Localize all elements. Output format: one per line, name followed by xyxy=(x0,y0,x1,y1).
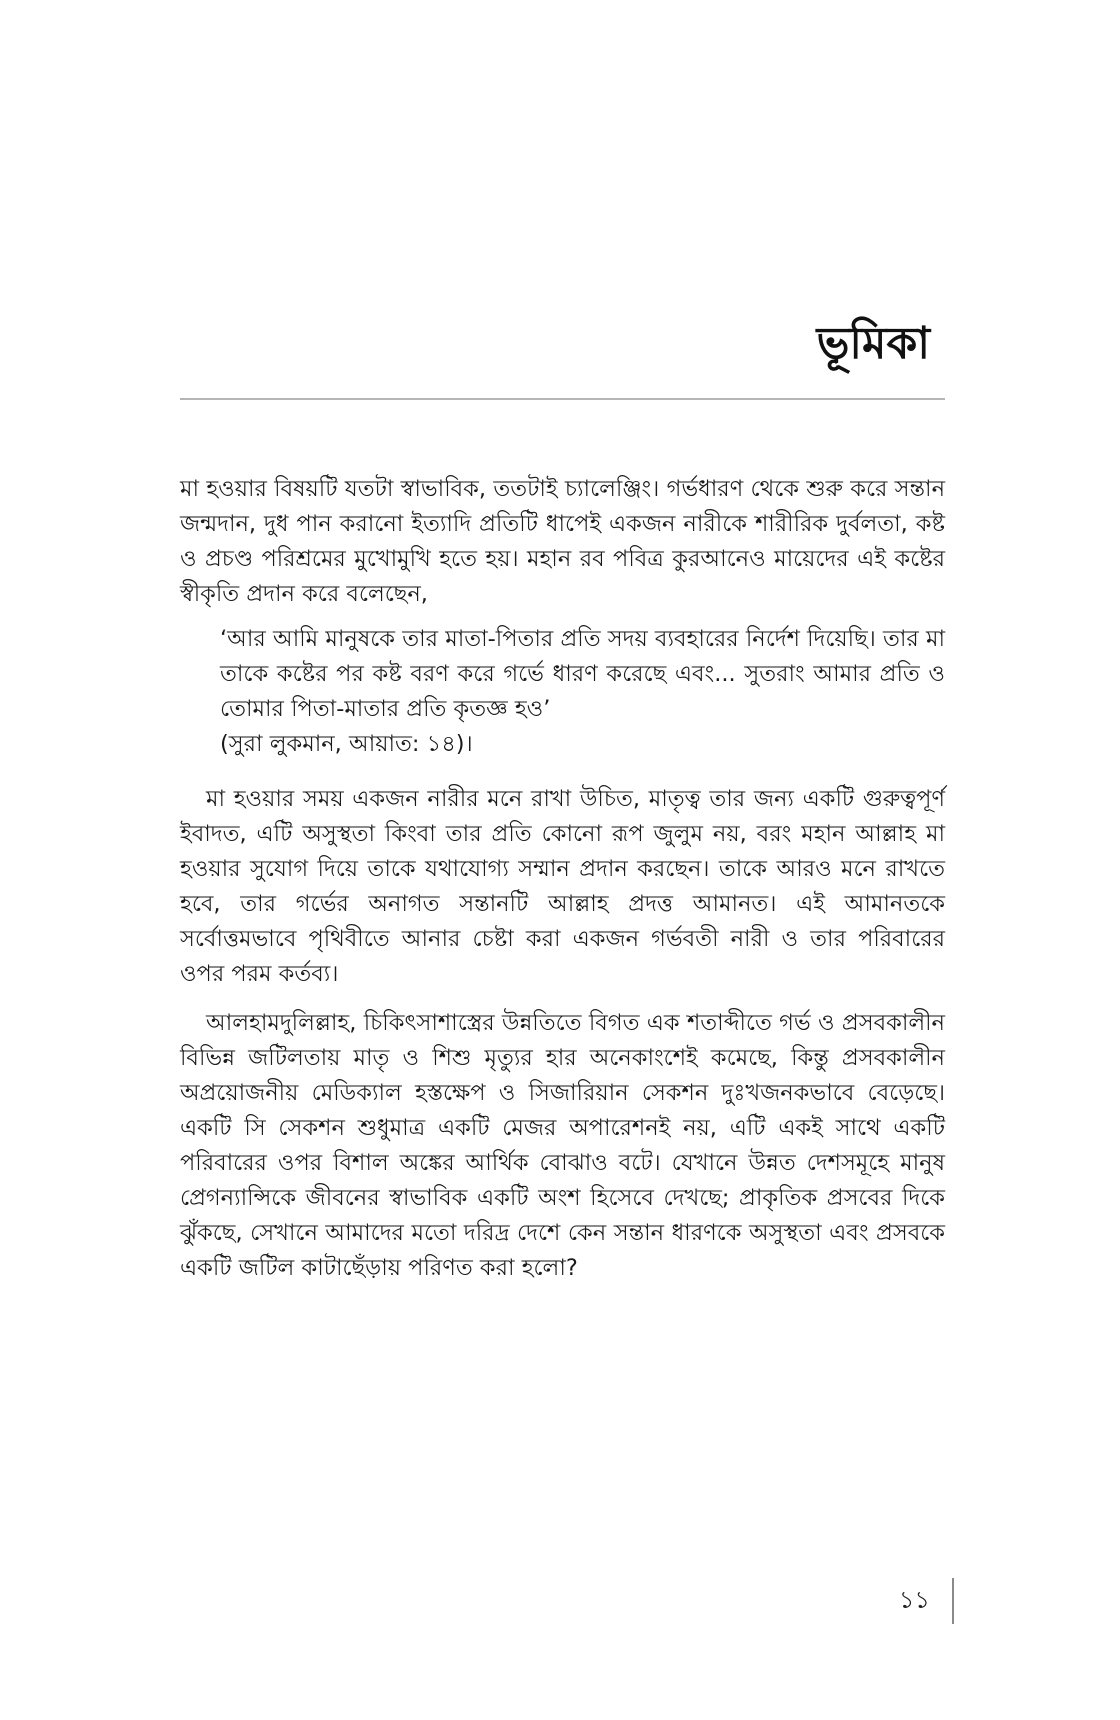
page-number-divider xyxy=(952,1578,954,1624)
page-title: ভূমিকা xyxy=(816,318,930,369)
quote-citation: (সুরা লুকমান, আয়াত: ১৪)। xyxy=(220,731,473,757)
page-number: ১১ xyxy=(898,1586,930,1614)
paragraph-motherhood: মা হওয়ার সময় একজন নারীর মনে রাখা উচিত, মাতৃত্ব তার জন্য একটি গুরুত্বপূর্ণ ইবাদত, এটি অসুস্থতা কিংবা তার প্রতি কোনো রূপ জুলুম নয়, বরং মহান আল্লাহ মা হওয়ার সুযোগ দিয়ে তাকে যথাযোগ্য সম্মান প্রদান করছেন। তাকে আরও মনে রাখতে হবে, তার গর্ভের অনাগত সন্তানটি আল্লাহ প্রদত্ত আমানত। এই আমানতকে সর্বোত্তমভাবে পৃথিবীতে আনার চেষ্টা করা একজন গর্ভবতী নারী ও তার পরিবারের ওপর পরম কর্তব্য। xyxy=(180,786,945,987)
quran-quote xyxy=(220,622,945,762)
title-divider xyxy=(180,398,945,400)
paragraph-medical: আলহামদুলিল্লাহ, চিকিৎসাশাস্ত্রের উন্নতিতে বিগত এক শতাব্দীতে গর্ভ ও প্রসবকালীন বিভিন্ন জটিলতায় মাতৃ ও শিশু মৃত্যুর হার অনেকাংশেই কমেছে, কিন্তু প্রসবকালীন অপ্রয়োজনীয় মেডিক্যাল হস্তক্ষেপ ও সিজারিয়ান সেকশন দুঃখজনকভাবে বেড়েছে। একটি সি সেকশন শুধুমাত্র একটি মেজর অপারেশনই নয়, এটি একই সাথে একটি পরিবারের ওপর বিশাল অঙ্কের আর্থিক বোঝাও বটে। যেখানে উন্নত দেশসমূহে মানুষ প্রেগন্যান্সিকে জীবনের স্বাভাবিক একটি অংশ হিসেবে দেখছে; প্রাকৃতিক প্রসবের দিকে ঝুঁকছে, সেখানে আমাদের মতো দরিদ্র দেশে কেন সন্তান ধারণকে অসুস্থতা এবং প্রসবকে একটি জটিল কাটাছেঁড়ায় পরিণত করা হলো? xyxy=(180,1010,945,1281)
body-text xyxy=(180,472,945,1286)
intro-paragraph: মা হওয়ার বিষয়টি যতটা স্বাভাবিক, ততটাই চ্যালেঞ্জিং। গর্ভধারণ থেকে শুরু করে সন্তান জন্মদান, দুধ পান করানো ইত্যাদি প্রতিটি ধাপেই একজন নারীকে শারীরিক দুর্বলতা, কষ্ট ও প্রচণ্ড পরিশ্রমের মুখোমুখি হতে হয়। মহান রব পবিত্র কুরআনেও মায়েদের এই কষ্টের স্বীকৃতি প্রদান করে বলেছেন, xyxy=(180,476,945,607)
quote-text: ‘আর আমি মানুষকে তার মাতা-পিতার প্রতি সদয় ব্যবহারের নির্দেশ দিয়েছি। তার মা তাকে কষ্টের পর কষ্ট বরণ করে গর্ভে ধারণ করেছে এবং... সুতরাং আমার প্রতি ও তোমার পিতা-মাতার প্রতি কৃতজ্ঞ হও’ xyxy=(220,626,945,722)
